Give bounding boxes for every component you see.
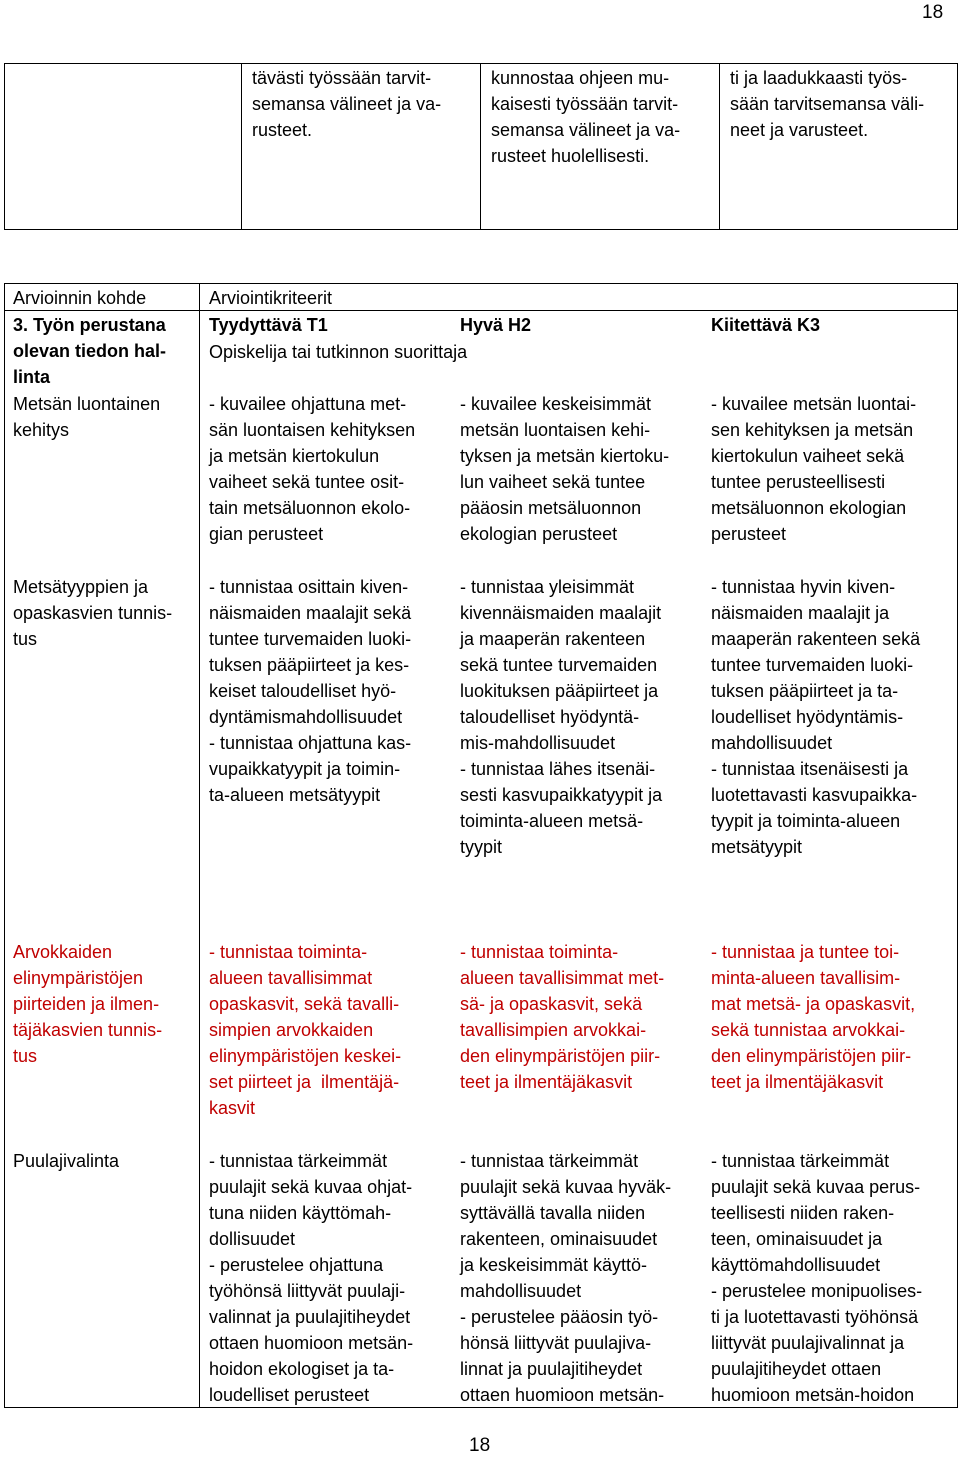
top-table-cell-3: ti ja laadukkaasti työs- sään tarvitsemansa väli- neet ja varusteet.: [730, 68, 925, 140]
row-kohde: Metsätyyppien ja opaskasvien tunnis- tus: [13, 577, 173, 649]
grade-t1: Tyydyttävä T1: [209, 315, 328, 335]
grade-k3: Kiitettävä K3: [711, 315, 821, 335]
row-kohde: Arvokkaiden elinympäristöjen piirteiden ja ilmen- täjäkasvien tunnis- tus: [13, 942, 163, 1066]
row-h2: - tunnistaa toiminta- alueen tavallisimmat met- sä- ja opaskasvit, sekä tavallisimpien arvokkai- den elinympäristöjen piir- teet ja ilmentäjäkasvit: [460, 942, 665, 1092]
row-kohde: Metsän luontainen kehitys: [13, 394, 161, 440]
subheader-opiskelija: Opiskelija tai tutkinnon suorittaja: [209, 342, 468, 362]
row-h2: - kuvailee keskeisimmät metsän luontaisen kehi- tyksen ja metsän kiertoku- lun vaiheet sekä tuntee pääosin metsäluonnon ekologian perusteet: [460, 394, 670, 544]
row-k3: - tunnistaa ja tuntee toi- minta-alueen tavallisim- mat metsä- ja opaskasvit, sekä tunnistaa arvokkai- den elinympäristöjen piir- teet ja ilmentäjäkasvit: [711, 942, 916, 1092]
row-t1: - tunnistaa osittain kiven- näismaiden maalajit sekä tuntee turvemaiden luoki- tuksen pääpiirteet ja kes- keiset taloudelliset hyö- dyntämismahdollisuudet - tunnistaa ohjattuna kas- vupaikkatyypit ja toimin- ta-alueen metsätyypit: [209, 577, 412, 805]
row-t1: - tunnistaa tärkeimmät puulajit sekä kuvaa ohjat- tuna niiden käyttömah- dollisuudet - perustelee ohjattuna työhönsä liittyvät puulaji- valinnat ja puulajitiheydet ottaen huomioon metsän- hoidon ekologiset ja ta- loudelliset perusteet: [209, 1151, 414, 1405]
top-table-cell-1: tävästi työssään tarvit- semansa välineet ja va- rusteet.: [252, 68, 442, 140]
page-number-top: 18: [922, 2, 944, 23]
row-kohde: Puulajivalinta: [13, 1151, 120, 1171]
header-arviointikriteerit: Arviointikriteerit: [209, 288, 333, 308]
section-title: 3. Työn perustana olevan tiedon hal- linta: [13, 315, 167, 387]
header-arvioinnin-kohde: Arvioinnin kohde: [13, 288, 147, 308]
row-t1: - kuvailee ohjattuna met- sän luontaisen kehityksen ja metsän kiertokulun vaiheet sekä tuntee osit- tain metsäluonnon ekolo- gian perusteet: [209, 394, 416, 544]
row-k3: - tunnistaa hyvin kiven- näismaiden maalajit ja maaperän rakenteen sekä tuntee turvemaiden luoki- tuksen pääpiirteet ja ta- loudelliset hyödyntämis- mahdollisuudet - tunnistaa itsenäisesti ja luotettavasti kasvupaikka- tyypit ja toiminta-alueen metsätyypit: [711, 577, 921, 857]
row-k3: - kuvailee metsän luontai- sen kehityksen ja metsän kiertokulun vaiheet sekä tuntee perusteellisesti metsäluonnon ekologian perusteet: [711, 394, 917, 544]
top-table-cell-2: kunnostaa ohjeen mu- kaisesti työssään tarvit- semansa välineet ja va- rusteet huolellisesti.: [491, 68, 681, 166]
page-number-bottom: 18: [469, 1435, 491, 1456]
row-t1: - tunnistaa toiminta- alueen tavallisimmat opaskasvit, sekä tavalli- simpien arvokkaiden elinympäristöjen keskei- set piirteet ja ilmentäjä- kasvit: [209, 942, 402, 1118]
row-k3: - tunnistaa tärkeimmät puulajit sekä kuvaa perus- teellisesti niiden raken- teen, ominaisuudet ja käyttömahdollisuudet - perustelee monipuolises- ti ja luotettavasti työhönsä liittyvät puulajivalinnat ja puulajitiheydet ottaen huomioon metsän-hoidon: [711, 1151, 923, 1405]
row-h2: - tunnistaa yleisimmät kivennäismaiden maalajit ja maaperän rakenteen sekä tuntee turvemaiden luokituksen pääpiirteet ja taloudelliset hyödyntä- mis-mahdollisuudet - tunnistaa lähes itsenäi- sesti kasvupaikkatyypit ja toiminta-alueen metsä- tyypit: [460, 577, 663, 857]
row-h2: - tunnistaa tärkeimmät puulajit sekä kuvaa hyväk- syttävällä tavalla niiden rakenteen, ominaisuudet ja keskeisimmät käyttö- mahdollisuudet - perustelee pääosin työ- hönsä liittyvät puulajiva- linnat ja puulajitiheydet ottaen huomioon metsän-: [460, 1151, 672, 1405]
grade-h2: Hyvä H2: [460, 315, 532, 335]
